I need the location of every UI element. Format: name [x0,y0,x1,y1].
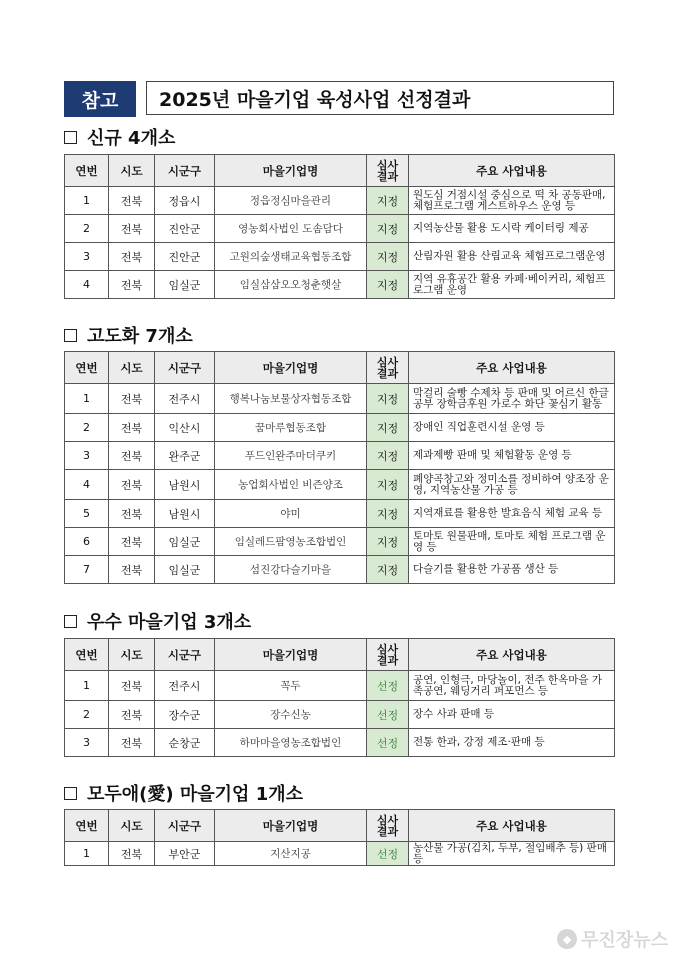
cell-content: 장수 사과 판매 등 [409,701,615,729]
table-row [65,500,615,528]
table-row [65,528,615,556]
column-header-judge [367,639,409,671]
cell-no: 3 [65,729,109,757]
checkbox-icon [64,329,77,342]
cell-result: 지정 [367,384,409,414]
cell-no: 7 [65,556,109,584]
column-header: 연번 [65,810,109,842]
cell-no: 3 [65,243,109,271]
cell-result: 지정 [367,528,409,556]
cell-sigungu: 완주군 [155,442,215,470]
cell-sigungu: 임실군 [155,556,215,584]
cell-name: 정읍정심마을관리 [215,187,367,215]
cell-name: 임실레드팜영농조합법인 [215,528,367,556]
cell-name: 영농회사법인 도솜담다 [215,215,367,243]
table-row [65,556,615,584]
cell-result: 선정 [367,701,409,729]
watermark-logo-icon: ◆ [557,929,577,949]
cell-sigungu: 순창군 [155,729,215,757]
cell-sigungu: 전주시 [155,384,215,414]
checkbox-icon [64,131,77,144]
cell-sido: 전북 [109,528,155,556]
cell-result: 지정 [367,414,409,442]
checkbox-icon [64,787,77,800]
cell-sigungu: 익산시 [155,414,215,442]
cell-content: 공연, 인형극, 마당놀이, 전주 한옥마을 가족공연, 웨딩거리 퍼포먼스 등 [409,671,615,701]
cell-sigungu: 장수군 [155,701,215,729]
column-header: 연번 [65,155,109,187]
column-header: 시군구 [155,155,215,187]
table-row [65,442,615,470]
table-header-row [65,155,615,187]
cell-content: 농산물 가공(김치, 두부, 절임배추 등) 판매 등 [409,842,615,866]
column-header: 주요 사업내용 [409,810,615,842]
cell-content: 산림자원 활용 산림교육 체험프로그램운영 [409,243,615,271]
cell-content: 장애인 직업훈련시설 운영 등 [409,414,615,442]
column-header-judge-part: 심사 [376,642,399,656]
column-header: 시군구 [155,352,215,384]
section-title [64,780,303,806]
table-row [65,671,615,701]
cell-no: 1 [65,842,109,866]
cell-no: 2 [65,414,109,442]
column-header-judge-part: 심사 [376,158,399,172]
cell-name: 장수신농 [215,701,367,729]
section-title [64,124,175,150]
result-table [64,154,615,299]
cell-result: 지정 [367,215,409,243]
column-header: 마을기업명 [215,639,367,671]
cell-content: 지역재료를 활용한 발효음식 체험 교육 등 [409,500,615,528]
cell-content: 막걸리 술빵 수제차 등 판매 및 어르신 한글공부 장학금후원 가로수 화단 꽃심기 활동 [409,384,615,414]
column-header-judge-part: 심사 [376,813,399,827]
cell-name: 농업회사법인 비즌양조 [215,470,367,500]
section-title-text: 우수 마을기업 3개소 [87,612,252,633]
column-header: 마을기업명 [215,352,367,384]
cell-result: 선정 [367,671,409,701]
cell-result: 지정 [367,187,409,215]
section-title-text: 모두애(愛) 마을기업 1개소 [87,784,304,805]
cell-no: 5 [65,500,109,528]
column-header: 주요 사업내용 [409,639,615,671]
result-table [64,809,615,866]
column-header: 연번 [65,352,109,384]
section-title-text: 고도화 7개소 [87,326,193,347]
column-header: 마을기업명 [215,155,367,187]
cell-content: 지역 유휴공간 활용 카페·베이커리, 체험프로그램 운영 [409,271,615,299]
cell-name: 고원의숲생태교육협동조합 [215,243,367,271]
cell-sigungu: 임실군 [155,528,215,556]
table-row [65,215,615,243]
cell-name: 꼭두 [215,671,367,701]
cell-content: 토마토 원물판매, 토마토 체험 프로그램 운영 등 [409,528,615,556]
cell-sigungu: 진안군 [155,243,215,271]
cell-sigungu: 남원시 [155,500,215,528]
cell-sigungu: 임실군 [155,271,215,299]
column-header-judge [367,810,409,842]
document-header [64,81,614,117]
cell-sido: 전북 [109,701,155,729]
cell-name: 임실삼삼오오청춘햇살 [215,271,367,299]
cell-sido: 전북 [109,414,155,442]
cell-sigungu: 전주시 [155,671,215,701]
cell-content: 제과제빵 판매 및 체험활동 운영 등 [409,442,615,470]
cell-sido: 전북 [109,384,155,414]
column-header-judge-part: 결과 [376,169,399,183]
column-header: 연번 [65,639,109,671]
column-header-judge-part: 심사 [376,355,399,369]
cell-result: 지정 [367,243,409,271]
table-header-row [65,810,615,842]
cell-result: 선정 [367,842,409,866]
cell-result: 선정 [367,729,409,757]
column-header-judge [367,155,409,187]
cell-no: 1 [65,384,109,414]
cell-content: 전통 한과, 강정 제조·판매 등 [409,729,615,757]
cell-sido: 전북 [109,470,155,500]
cell-content: 지역농산물 활용 도시락 케이터링 제공 [409,215,615,243]
column-header: 시도 [109,155,155,187]
cell-sigungu: 진안군 [155,215,215,243]
cell-result: 지정 [367,556,409,584]
cell-sido: 전북 [109,556,155,584]
table-row [65,729,615,757]
table-row [65,470,615,500]
table-header-row [65,352,615,384]
cell-sigungu: 정읍시 [155,187,215,215]
cell-name: 섬진강다슬기마을 [215,556,367,584]
table-row [65,414,615,442]
cell-sido: 전북 [109,500,155,528]
section-title-text: 신규 4개소 [87,128,176,149]
cell-sido: 전북 [109,671,155,701]
column-header-judge-part: 결과 [376,366,399,380]
cell-result: 지정 [367,271,409,299]
column-header: 시군구 [155,810,215,842]
cell-no: 1 [65,671,109,701]
column-header: 주요 사업내용 [409,155,615,187]
watermark-text: 무진장뉴스 [581,930,668,951]
reference-tag: 참고 [64,81,136,117]
column-header: 시도 [109,810,155,842]
table-row [65,701,615,729]
column-header: 시도 [109,639,155,671]
cell-sido: 전북 [109,243,155,271]
table-row [65,384,615,414]
cell-name: 행복나눔보물상자협동조합 [215,384,367,414]
cell-sido: 전북 [109,442,155,470]
cell-no: 6 [65,528,109,556]
cell-content: 다슬기를 활용한 가공품 생산 등 [409,556,615,584]
cell-sido: 전북 [109,215,155,243]
result-table [64,351,615,584]
cell-no: 2 [65,215,109,243]
cell-name: 꿈마루협동조합 [215,414,367,442]
checkbox-icon [64,615,77,628]
cell-result: 지정 [367,442,409,470]
cell-sido: 전북 [109,271,155,299]
cell-no: 3 [65,442,109,470]
cell-no: 2 [65,701,109,729]
cell-result: 지정 [367,470,409,500]
cell-sido: 전북 [109,842,155,866]
cell-name: 지산지공 [215,842,367,866]
cell-content: 폐양곡창고와 정미소를 정비하여 양조장 운영, 지역농산물 가공 등 [409,470,615,500]
table-row [65,187,615,215]
cell-sido: 전북 [109,187,155,215]
column-header: 시군구 [155,639,215,671]
result-table [64,638,615,757]
column-header-judge-part: 결과 [376,653,399,667]
column-header: 주요 사업내용 [409,352,615,384]
cell-no: 4 [65,470,109,500]
column-header: 시도 [109,352,155,384]
column-header: 마을기업명 [215,810,367,842]
section-title [64,608,251,634]
cell-name: 푸드인완주마더쿠키 [215,442,367,470]
cell-name: 하마마을영농조합법인 [215,729,367,757]
cell-no: 4 [65,271,109,299]
cell-sigungu: 부안군 [155,842,215,866]
table-row [65,842,615,866]
section-title [64,322,193,348]
cell-sido: 전북 [109,729,155,757]
table-row [65,271,615,299]
table-header-row [65,639,615,671]
cell-name: 야미 [215,500,367,528]
table-row [65,243,615,271]
column-header-judge-part: 결과 [376,824,399,838]
column-header-judge [367,352,409,384]
watermark [557,926,668,952]
cell-no: 1 [65,187,109,215]
cell-sigungu: 남원시 [155,470,215,500]
document-title: 2025년 마을기업 육성사업 선정결과 [146,81,614,115]
cell-result: 지정 [367,500,409,528]
cell-content: 원도심 거점시설 중심으로 떡 차 공동판매, 체험프로그램 게스트하우스 운영 등 [409,187,615,215]
